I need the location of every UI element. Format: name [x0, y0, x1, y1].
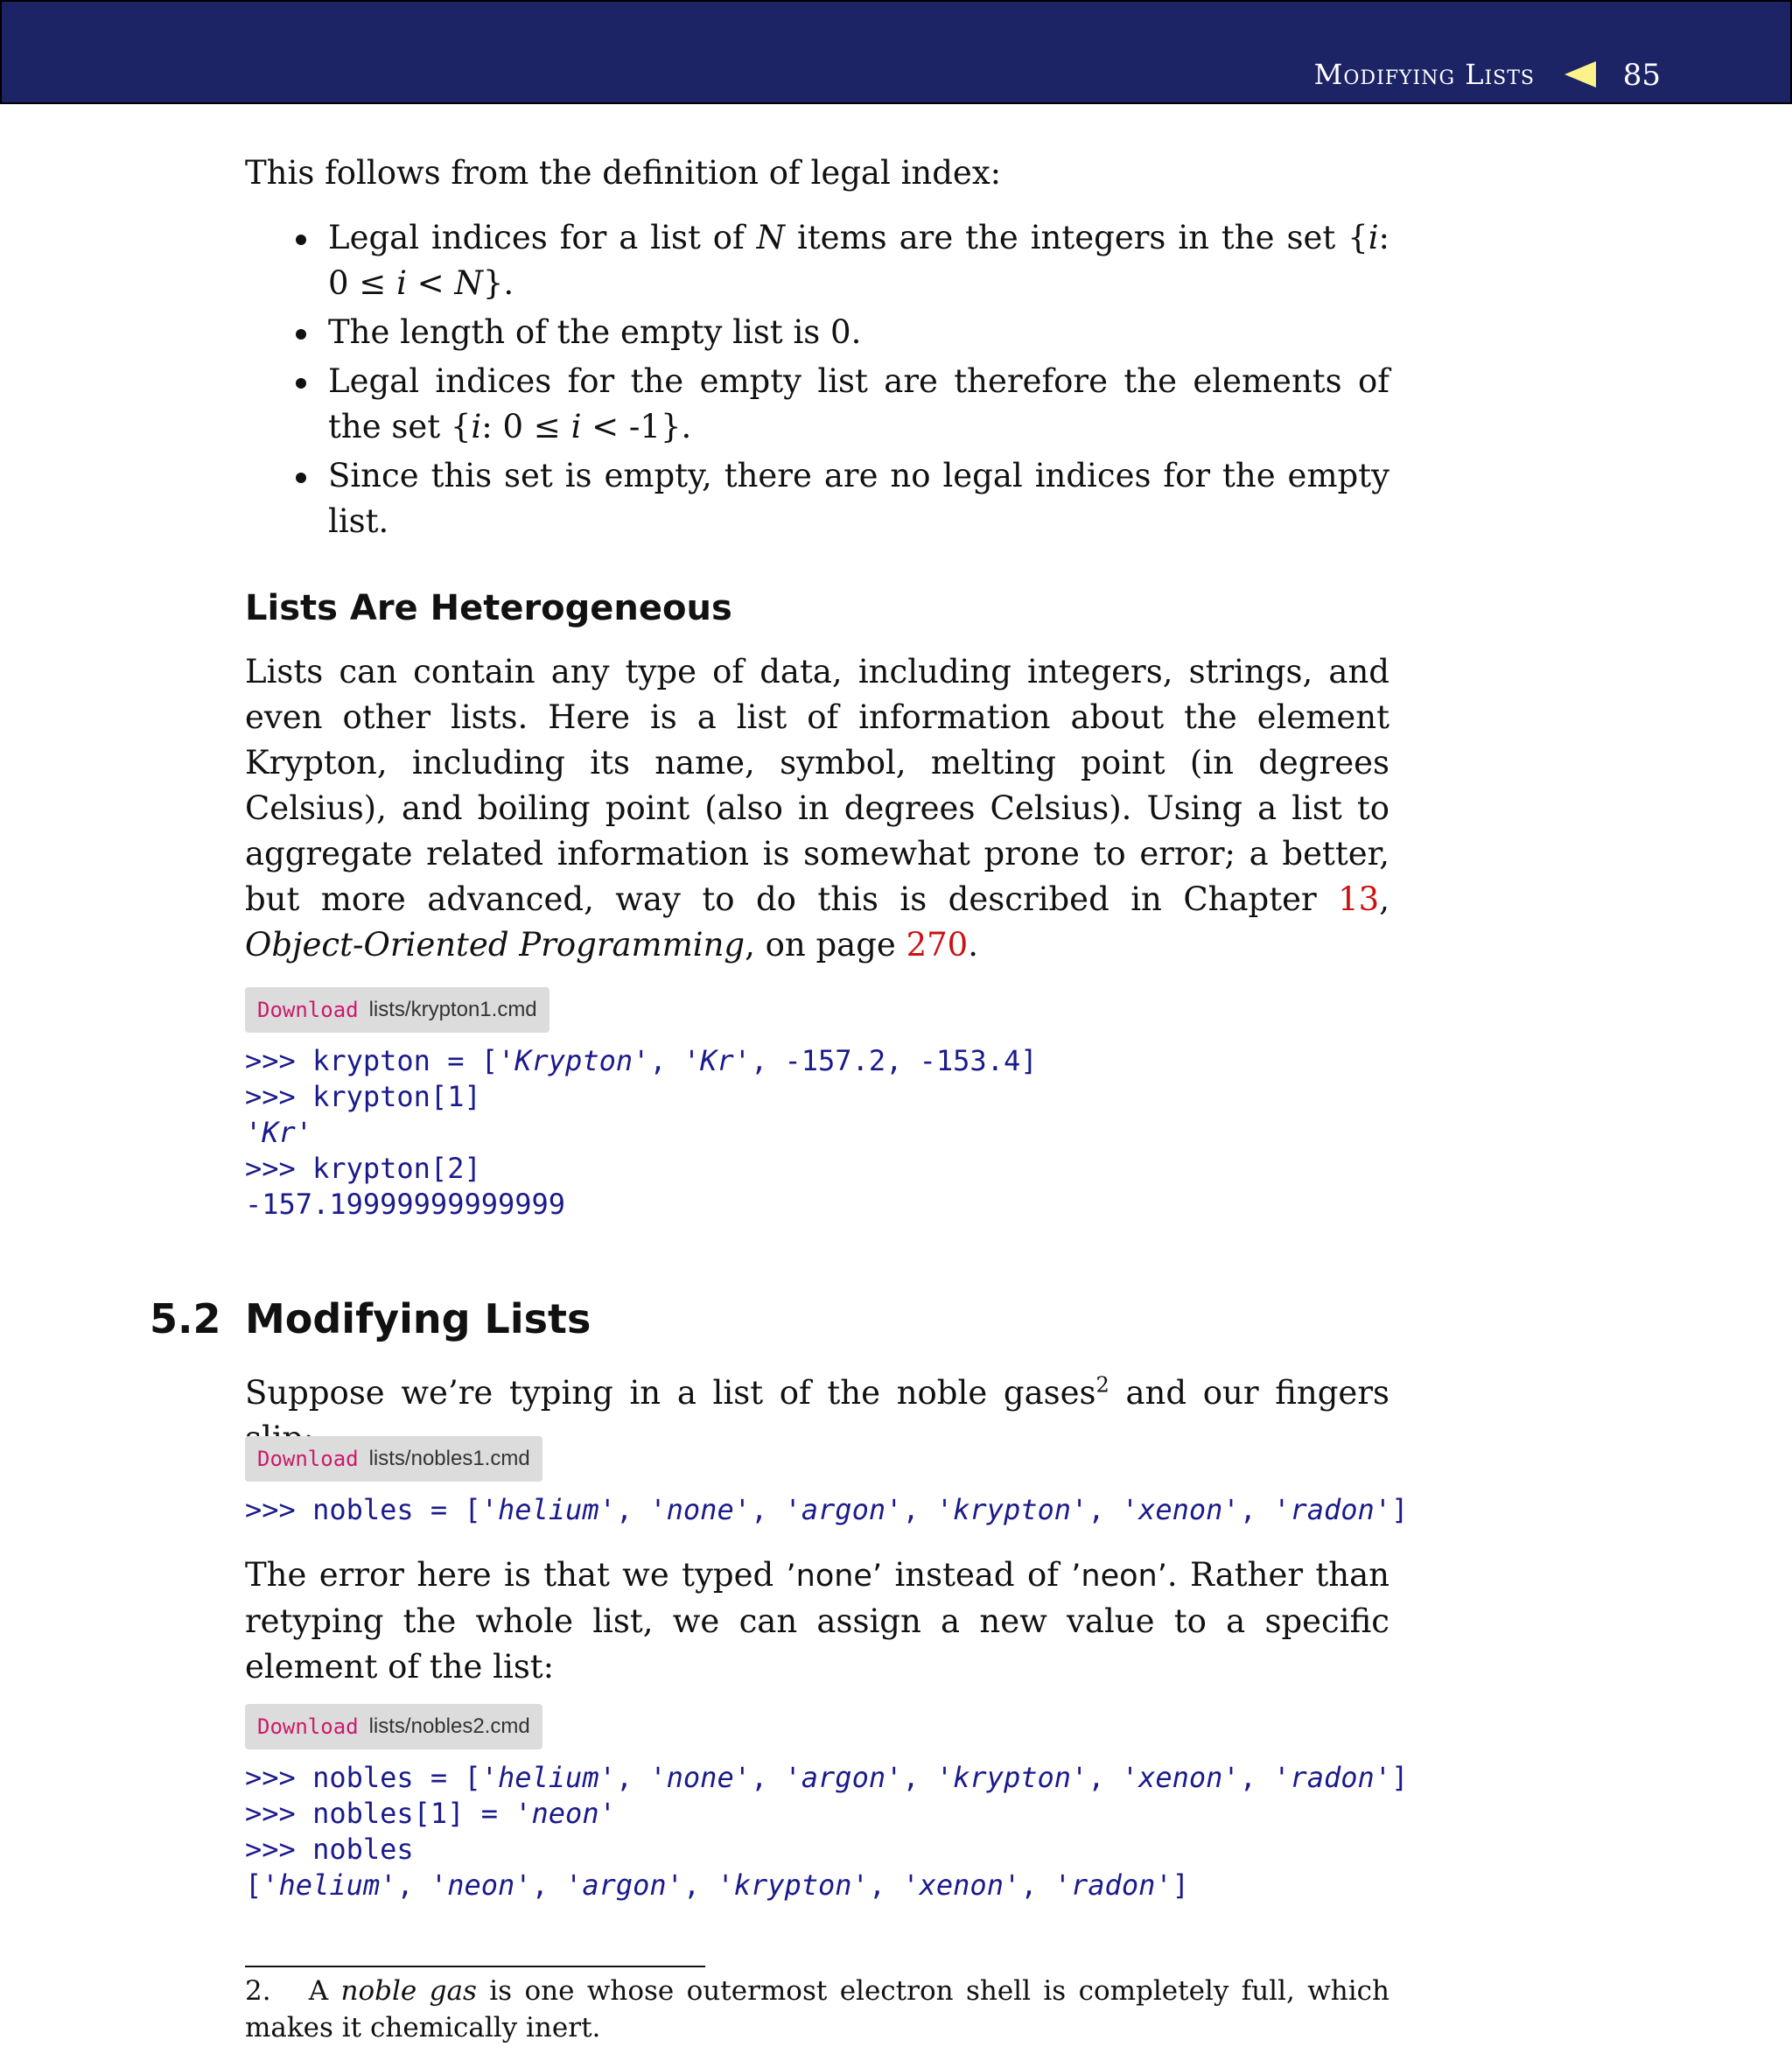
- code-block: >>> nobles = ['helium', 'none', 'argon', 'krypton', 'xenon', 'radon']: [245, 1493, 1409, 1526]
- bullet-icon: [296, 378, 306, 389]
- code-block: >>> nobles = ['helium', 'none', 'argon', 'krypton', 'xenon', 'radon'] >>> nobles[1] = 'neon' >>> nobles ['helium', 'neon', 'argon', 'krypton', 'xenon', 'radon']: [245, 1761, 1409, 1902]
- download-path: lists/nobles2.cmd: [368, 1714, 530, 1738]
- download-link[interactable]: [245, 987, 550, 1033]
- list-item: Legal indices for the empty list are therefore the elements of the set {i: 0 ≤ i < -1}.: [245, 359, 1390, 450]
- section-number: 5.2: [150, 1295, 221, 1342]
- list-item: The length of the empty list is 0.: [245, 310, 1390, 355]
- download-path: lists/krypton1.cmd: [368, 998, 537, 1021]
- bullet-icon: [296, 329, 306, 340]
- footnote: 2. A noble gas is one whose outermost electron shell is completely full, which makes it chemically inert.: [245, 1975, 1390, 2043]
- list-item: Since this set is empty, there are no legal indices for the empty list.: [245, 453, 1390, 544]
- intro-paragraph: This follows from the definition of legal index:: [245, 154, 1002, 192]
- chapter-link[interactable]: 13: [1338, 880, 1380, 918]
- footnote-marker[interactable]: 2: [1096, 1372, 1110, 1398]
- code-block: >>> krypton = ['Krypton', 'Kr', -157.2, -153.4] >>> krypton[1] 'Kr' >>> krypton[2] -157.19999999999999: [245, 1044, 1038, 1221]
- page-header: [0, 0, 1792, 104]
- download-label: Download: [257, 998, 359, 1022]
- download-label: Download: [257, 1447, 359, 1471]
- legal-index-bullets: [245, 215, 1390, 548]
- download-path: lists/nobles1.cmd: [368, 1447, 530, 1470]
- page-link[interactable]: 270: [906, 926, 969, 964]
- download-link[interactable]: [245, 1704, 542, 1749]
- section-title: Modifying Lists: [245, 1295, 592, 1342]
- footnote-rule: [245, 1966, 705, 1967]
- download-link[interactable]: [245, 1436, 542, 1482]
- heterogeneous-paragraph: Lists can contain any type of data, including integers, strings, and even other lists. Here is a list of information about the element Krypton, including its name, symbol, melting point (in degrees Celsius), and boiling point (also in degrees Celsius). Using a list to aggregate related information is somewhat prone to error; a better, but more advanced, way to do this is described in Chapter 13, Object-Oriented Programming, on page 270.: [245, 653, 1390, 964]
- bullet-icon: [296, 235, 306, 245]
- download-label: Download: [257, 1714, 359, 1739]
- bullet-icon: [296, 473, 306, 483]
- back-arrow-icon[interactable]: [1564, 61, 1596, 88]
- error-paragraph: The error here is that we typed ’none’ instead of ’neon’. Rather than retyping the whole list, we can assign a new value to a specific element of the list:: [245, 1556, 1390, 1686]
- running-title: Modifying Lists: [1313, 58, 1535, 91]
- subsection-heading: Lists Are Heterogeneous: [245, 588, 732, 628]
- list-item: Legal indices for a list of N items are the integers in the set {i: 0 ≤ i < N}.: [245, 215, 1390, 306]
- page-number: 85: [1622, 58, 1661, 93]
- nobles-intro-paragraph: Suppose we’re typing in a list of the noble gases$^2$ and our fingers: [245, 1372, 1390, 1412]
